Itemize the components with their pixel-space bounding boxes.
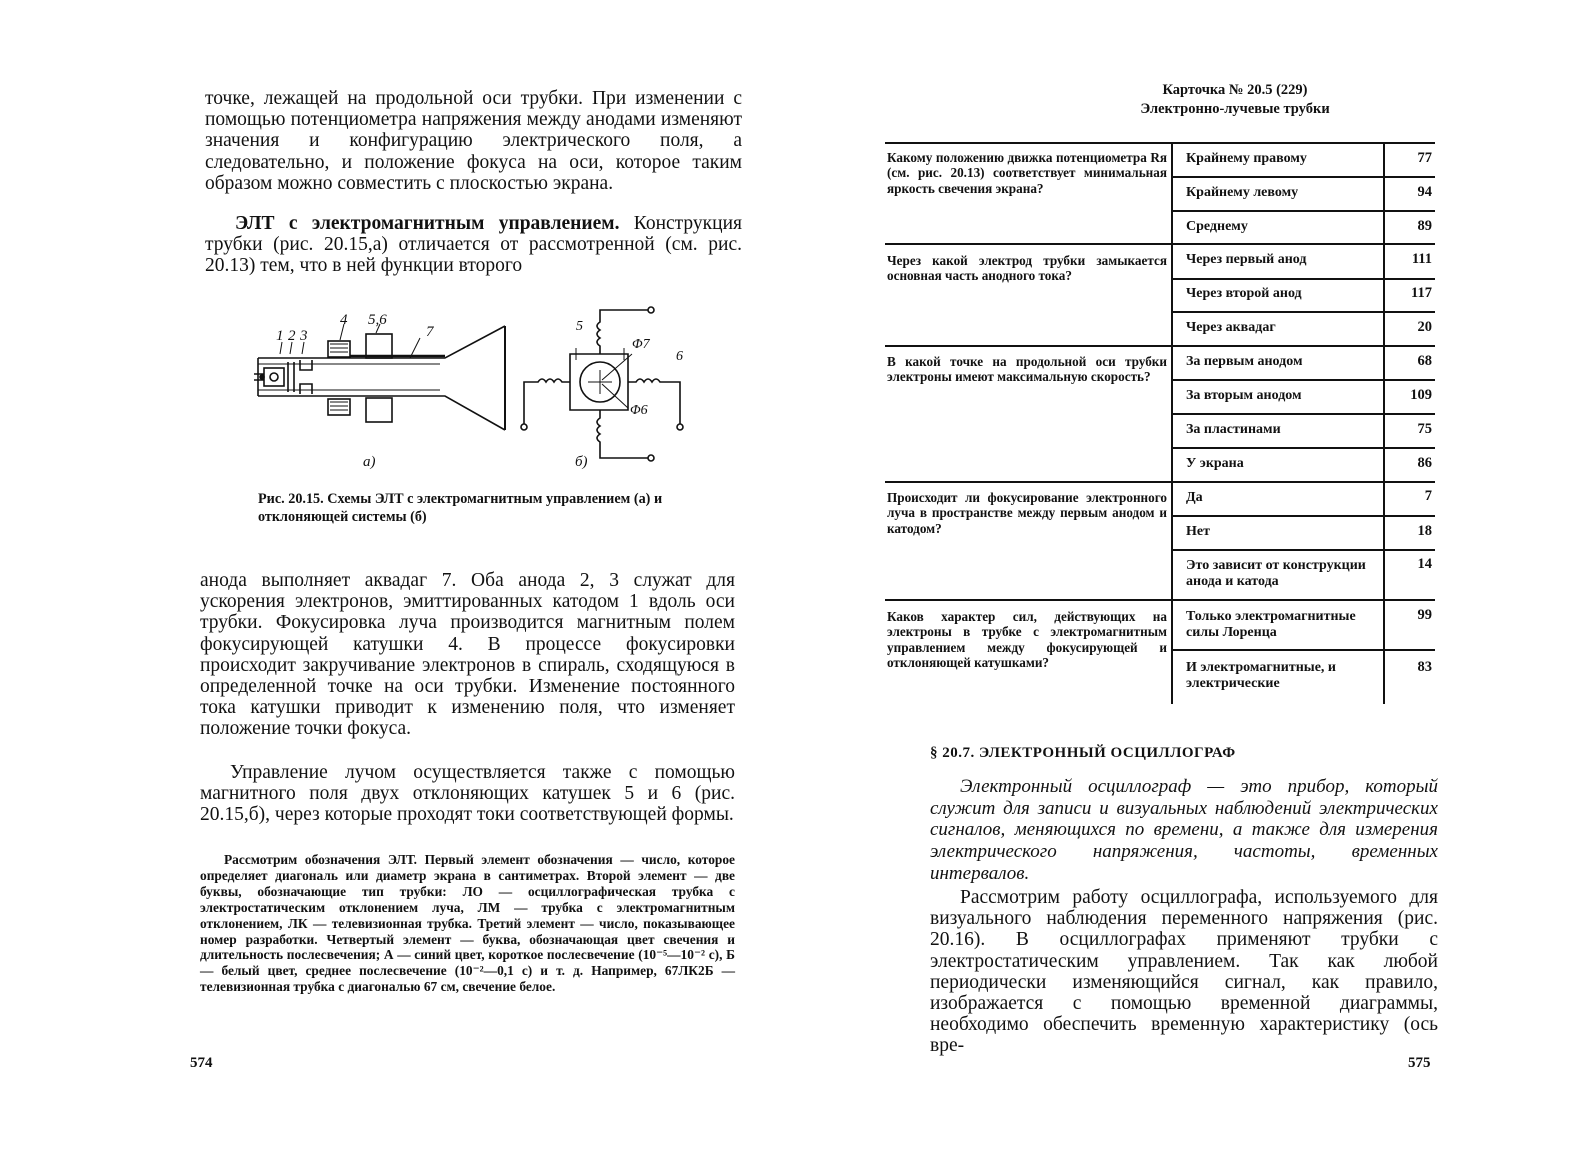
table-hline (1173, 413, 1435, 415)
table-hline (885, 481, 1435, 483)
paragraph-designations: Рассмотрим обозначения ЭЛТ. Первый элемент обозначения — число, которое определяет диагональ или диаметр экрана в сантиметрах. Второй элемент — две буквы, обозначающие тип трубки: ЛО — осциллографическая трубка с электростатическим отклонением луча, ЛМ — трубка с электромагнитным отклонением, ЛК — телевизионная трубка. Третий элемент — число, показывающее номер разработки. Четвертый элемент — буква, обозначающая цвет свечения и длительность послесвечения; А — синий цвет, короткое послесвечение (10⁻⁵—10⁻² с), Б — белый цвет, среднее послесвечение (10⁻²—0,1 с) и т. д. Например, 67ЛК2Б — телевизионная трубка с диагональю 67 см, свечение белое. (200, 852, 735, 995)
answer-1-3-num: 89 (1417, 218, 1432, 234)
table-hline (1173, 311, 1435, 313)
question-2: Через какой электрод трубки замыкается основная часть анодного тока? (887, 253, 1167, 284)
answer-4-1-num: 7 (1424, 488, 1432, 504)
right-page (790, 0, 1583, 1153)
answer-4-3-num: 14 (1417, 556, 1432, 572)
fig-label-a-56: 5,6 (368, 312, 387, 328)
paragraph-oscillograph: Рассмотрим работу осциллографа, используемого для визуального наблюдения переменного напряжения (рис. 20.16). В осциллографах применяют трубки с электростатическим управлением. Так как любой периодически изменяющийся сигнал, как правило, изображается с помощью временной диаграммы, необходимо обеспечить временную характеристику (ось вре- (930, 887, 1438, 1057)
question-1: Какому положению движка потенциометра Rя (см. рис. 20.13) соответствует минимальная яркость свечения экрана? (887, 150, 1167, 196)
table-hline (1173, 379, 1435, 381)
answer-3-4-num: 86 (1417, 455, 1432, 471)
paragraph-emag-title: ЭЛТ с электромагнитным управлением. (235, 213, 620, 234)
table-hline (1173, 549, 1435, 551)
table-hline (885, 599, 1435, 601)
paragraph-anode: анода выполняет аквадаг 7. Оба анода 2, 3 служат для ускорения электронов, эмиттированных катодом 1 вдоль оси трубки. Фокусировка луча производится магнитным полем фокусирующей катушки 4. В процессе фокусировки происходит закручивание электронов в спираль, сходящуюся в определенной точке на оси трубки. Изменение постоянного тока катушки приводит к изменению поля, что изменяет положение точки фокуса. (200, 570, 735, 740)
answer-1-2[interactable]: Крайнему левому (1186, 185, 1299, 200)
answer-1-1[interactable]: Крайнему правому (1186, 151, 1307, 166)
figure-caption: Рис. 20.15. Схемы ЭЛТ с электромагнитным управлением (а) и отклоняющей системы (б) (258, 491, 663, 525)
paragraph-deflection: Управление лучом осуществляется также с помощью магнитного поля двух отклоняющих катушек 5 и 6 (рис. 20.15,б), через которые проходят токи соответствующей формы. (200, 762, 735, 826)
fig-label-a-3: 3 (300, 328, 308, 344)
paragraph-emag (205, 213, 742, 277)
answer-5-2-num: 83 (1417, 659, 1432, 675)
answer-5-2[interactable]: И электромагнитные, и электрические (1186, 660, 1336, 691)
question-4: Происходит ли фокусирование электронного луча в пространстве между первым анодом и катодом? (887, 490, 1167, 536)
answer-2-1-num: 111 (1411, 251, 1432, 267)
answer-3-3-num: 75 (1417, 421, 1432, 437)
table-hline (1173, 210, 1435, 212)
answer-1-1-num: 77 (1417, 150, 1432, 166)
table-vline-right (1383, 142, 1385, 704)
answer-4-3[interactable]: Это зависит от конструкции анода и катода (1186, 558, 1366, 589)
fig-label-b-6: 6 (676, 349, 683, 364)
card-subtitle: Электронно-лучевые трубки (1140, 101, 1330, 117)
answer-2-2[interactable]: Через второй анод (1186, 286, 1302, 301)
answer-4-2[interactable]: Нет (1186, 524, 1210, 539)
answer-5-1-num: 99 (1417, 607, 1432, 623)
fig-label-b-5: 5 (576, 319, 583, 334)
left-page (0, 0, 790, 1153)
question-3: В какой точке на продольной оси трубки электроны имеют максимальную скорость? (887, 354, 1167, 385)
section-title: § 20.7. ЭЛЕКТРОННЫЙ ОСЦИЛЛОГРАФ (930, 745, 1236, 761)
table-hline (885, 243, 1435, 245)
page-number-left: 574 (190, 1055, 213, 1071)
answer-2-3[interactable]: Через аквадаг (1186, 320, 1276, 335)
answer-3-4[interactable]: У экрана (1186, 456, 1244, 471)
table-hline (1173, 649, 1435, 651)
table-hline (885, 345, 1435, 347)
paragraph-emag-text: Конструкция трубки (рис. 20.15,а) отличается от рассмотренной (см. рис. 20.13) тем, что в ней функции второго (205, 213, 742, 277)
table-vline-mid (1171, 142, 1173, 704)
figure-sublabel-a: а) (363, 454, 376, 470)
answer-4-1[interactable]: Да (1186, 490, 1203, 505)
table-hline (1173, 278, 1435, 280)
answer-1-3[interactable]: Среднему (1186, 219, 1248, 234)
fig-label-a-4: 4 (340, 312, 348, 328)
answer-2-1[interactable]: Через первый анод (1186, 252, 1307, 267)
fig-label-a-2: 2 (288, 328, 296, 344)
figure-20-15 (240, 296, 700, 476)
fig-label-a-1: 1 (276, 328, 284, 344)
deflection-diagram-b (521, 307, 683, 461)
table-hline (885, 142, 1435, 144)
page-number-right: 575 (1408, 1055, 1431, 1071)
answer-2-3-num: 20 (1417, 319, 1432, 335)
figure-sublabel-b: б) (575, 454, 588, 470)
answer-3-2[interactable]: За вторым анодом (1186, 388, 1302, 403)
card-title: Карточка № 20.5 (229) (1162, 82, 1308, 98)
answer-5-1[interactable]: Только электромагнитные силы Лоренца (1186, 609, 1356, 640)
question-5: Каков характер сил, действующих на электроны в трубке с электромагнитным управлением между фокусирующей и отклоняющей катушками? (887, 609, 1167, 670)
answer-1-2-num: 94 (1417, 184, 1432, 200)
fig-label-b-phi6: Φ6 (630, 403, 648, 418)
definition-paragraph: Электронный осциллограф — это прибор, который служит для записи и визуальных наблюдений электрических сигналов, меняющихся по времени, а также для измерения электрического напряжения, частоты, временных интервалов. (930, 776, 1438, 884)
answer-2-2-num: 117 (1411, 285, 1432, 301)
answer-3-1-num: 68 (1417, 353, 1432, 369)
fig-label-b-phi7: Φ7 (632, 337, 650, 352)
answer-3-3[interactable]: За пластинами (1186, 422, 1281, 437)
table-hline (1173, 515, 1435, 517)
answer-3-1[interactable]: За первым анодом (1186, 354, 1303, 369)
paragraph-intro: точке, лежащей на продольной оси трубки. При изменении с помощью потенциометра напряжения между анодами изменяют значения и конфигурацию электрического поля, а следовательно, и положение фокуса на оси, которое таким образом можно совместить с плоскостью экрана. (205, 88, 742, 194)
table-hline (1173, 176, 1435, 178)
table-hline (1173, 447, 1435, 449)
fig-label-a-7: 7 (426, 324, 434, 340)
answer-4-2-num: 18 (1417, 523, 1432, 539)
answer-3-2-num: 109 (1410, 387, 1432, 403)
